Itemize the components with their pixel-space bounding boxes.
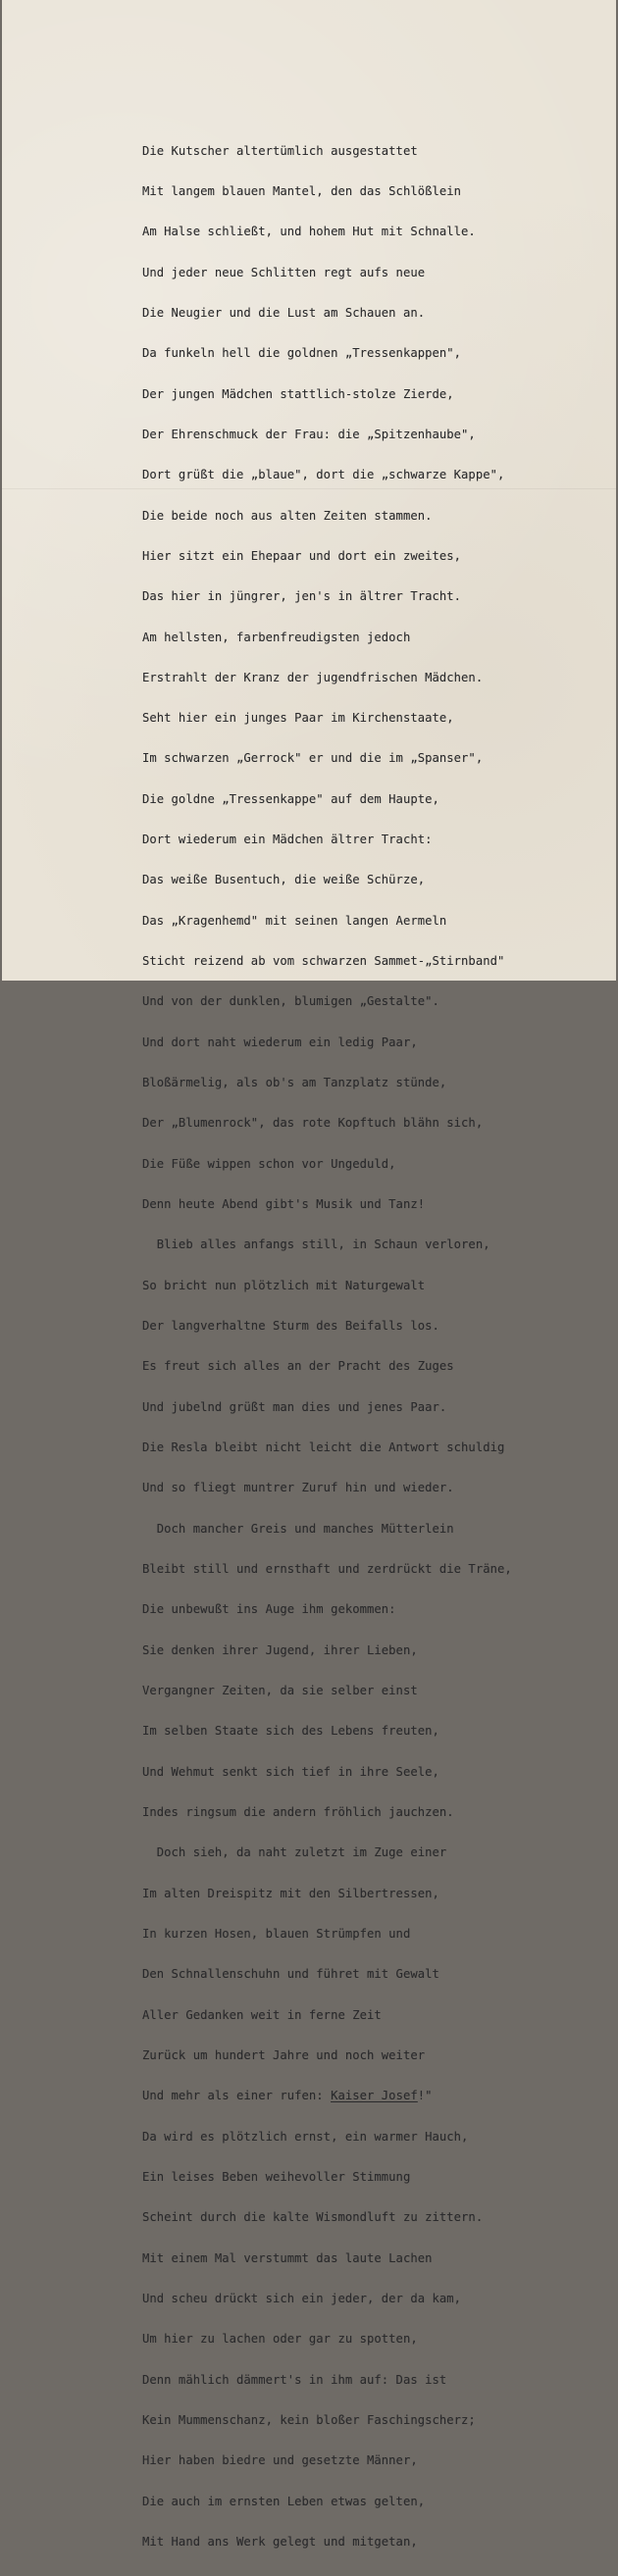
text-line: Doch sieh, da naht zuletzt im Zuge einer xyxy=(142,1845,447,1860)
text-line: Es freut sich alles an der Pracht des Zuges xyxy=(142,1359,454,1374)
text-line: Der „Blumenrock", das rote Kopftuch blähn sich, xyxy=(142,1116,484,1131)
document-page xyxy=(2,0,616,2549)
text-line: Doch mancher Greis und manches Mütterlein xyxy=(142,1521,454,1536)
text-line: Bloßärmelig, als ob's am Tanzplatz stünde, xyxy=(142,1076,447,1090)
underlined-name: Kaiser Josef xyxy=(331,2089,418,2103)
text-line: Im schwarzen „Gerrock" er und die im „Spanser", xyxy=(142,751,484,766)
text-line: Bleibt still und ernsthaft und zerdrückt die Träne, xyxy=(142,1562,512,1577)
text-line: Das „Kragenhemd" mit seinen langen Aermeln xyxy=(142,913,447,928)
text-line: Mit einem Mal verstummt das laute Lachen xyxy=(142,2250,433,2265)
text-line: In kurzen Hosen, blauen Strümpfen und xyxy=(142,1927,411,1941)
text-line: Hier sitzt ein Ehepaar und dort ein zweites, xyxy=(142,548,462,563)
text-line: Mit Hand ans Werk gelegt und mitgetan, xyxy=(142,2534,418,2549)
text-line: Der jungen Mädchen stattlich-stolze Zierde, xyxy=(142,386,454,401)
text-line: Und jeder neue Schlitten regt aufs neue xyxy=(142,265,426,279)
text-line: Dort grüßt die „blaue", dort die „schwarze Kappe", xyxy=(142,468,505,482)
text-line: Sie denken ihrer Jugend, ihrer Lieben, xyxy=(142,1642,418,1657)
text-line: Der Ehrenschmuck der Frau: die „Spitzenhaube", xyxy=(142,427,476,441)
text-line: Mit langem blauen Mantel, den das Schlößlein xyxy=(142,183,462,198)
text-line: Das weiße Busentuch, die weiße Schürze, xyxy=(142,873,426,887)
text-line: Und von der dunklen, blumigen „Gestalte". xyxy=(142,994,439,1009)
text-line: Denn mählich dämmert's in ihm auf: Das ist xyxy=(142,2372,447,2387)
text-line: Sticht reizend ab vom schwarzen Sammet-„Stirnband" xyxy=(142,954,505,969)
text-line: Kein Mummenschanz, kein bloßer Faschingscherz; xyxy=(142,2412,476,2427)
text-line: Vergangner Zeiten, da sie selber einst xyxy=(142,1684,418,1698)
text-line: Erstrahlt der Kranz der jugendfrischen Mädchen. xyxy=(142,670,484,684)
text-line: Im alten Dreispitz mit den Silbertressen, xyxy=(142,1886,439,1900)
text-line: Da funkeln hell die goldnen „Tressenkappen", xyxy=(142,346,462,361)
text-line: Der langverhaltne Sturm des Beifalls los. xyxy=(142,1319,439,1334)
text-line: Und so fliegt muntrer Zuruf hin und wieder. xyxy=(142,1481,454,1495)
text-line: Da wird es plötzlich ernst, ein warmer Hauch, xyxy=(142,2129,469,2144)
text-line: Die Füße wippen schon vor Ungeduld, xyxy=(142,1156,396,1171)
text-line: Zurück um hundert Jahre und noch weiter xyxy=(142,2047,426,2062)
text-line: Die unbewußt ins Auge ihm gekommen: xyxy=(142,1602,396,1617)
text-line: Am hellsten, farbenfreudigsten jedoch xyxy=(142,630,411,644)
text-line: So bricht nun plötzlich mit Naturgewalt xyxy=(142,1278,426,1292)
text-line: Blieb alles anfangs still, in Schaun verloren, xyxy=(142,1237,490,1252)
text-line: Und dort naht wiederum ein ledig Paar, xyxy=(142,1035,418,1049)
text-line: Aller Gedanken weit in ferne Zeit xyxy=(142,2007,382,2022)
text-line: Die Neugier und die Lust am Schauen an. xyxy=(142,305,426,320)
text-line: Das hier in jüngrer, jen's in ältrer Tracht. xyxy=(142,589,462,604)
line-lead: Und mehr als einer rufen: xyxy=(142,2089,332,2103)
text-line: Den Schnallenschuhn und führet mit Gewalt xyxy=(142,1967,439,1982)
text-line: Denn heute Abend gibt's Musik und Tanz! xyxy=(142,1197,426,1212)
text-line: Am Halse schließt, und hohem Hut mit Schnalle. xyxy=(142,225,476,239)
text-line: Die goldne „Tressenkappe" auf dem Haupte, xyxy=(142,791,439,806)
text-line: Hier haben biedre und gesetzte Männer, xyxy=(142,2453,418,2468)
text-line: Ein leises Beben weihevoller Stimmung xyxy=(142,2169,411,2184)
text-line: Indes ringsum die andern fröhlich jauchzen. xyxy=(142,1805,454,1820)
text-line: Und scheu drückt sich ein jeder, der da kam, xyxy=(142,2291,462,2305)
text-line: Die auch im ernsten Leben etwas gelten, xyxy=(142,2494,426,2508)
text-line: Die Kutscher altertümlich ausgestattet xyxy=(142,143,418,158)
text-line: Scheint durch die kalte Wismondluft zu zittern. xyxy=(142,2210,484,2225)
text-line: Seht hier ein junges Paar im Kirchenstaate, xyxy=(142,711,454,726)
text-line: Die Resla bleibt nicht leicht die Antwort schuldig xyxy=(142,1440,505,1455)
line-closing: !" xyxy=(417,2089,433,2103)
text-line: Um hier zu lachen oder gar zu spotten, xyxy=(142,2332,418,2347)
text-line: Im selben Staate sich des Lebens freuten, xyxy=(142,1724,439,1739)
typewritten-poem xyxy=(142,118,603,2576)
text-line: Und jubelnd grüßt man dies und jenes Paar. xyxy=(142,1399,447,1414)
text-line: Die beide noch aus alten Zeiten stammen. xyxy=(142,508,433,523)
text-line: Und Wehmut senkt sich tief in ihre Seele, xyxy=(142,1764,439,1779)
text-line: Dort wiederum ein Mädchen ältrer Tracht: xyxy=(142,833,433,847)
emphasis-line xyxy=(142,2090,603,2103)
